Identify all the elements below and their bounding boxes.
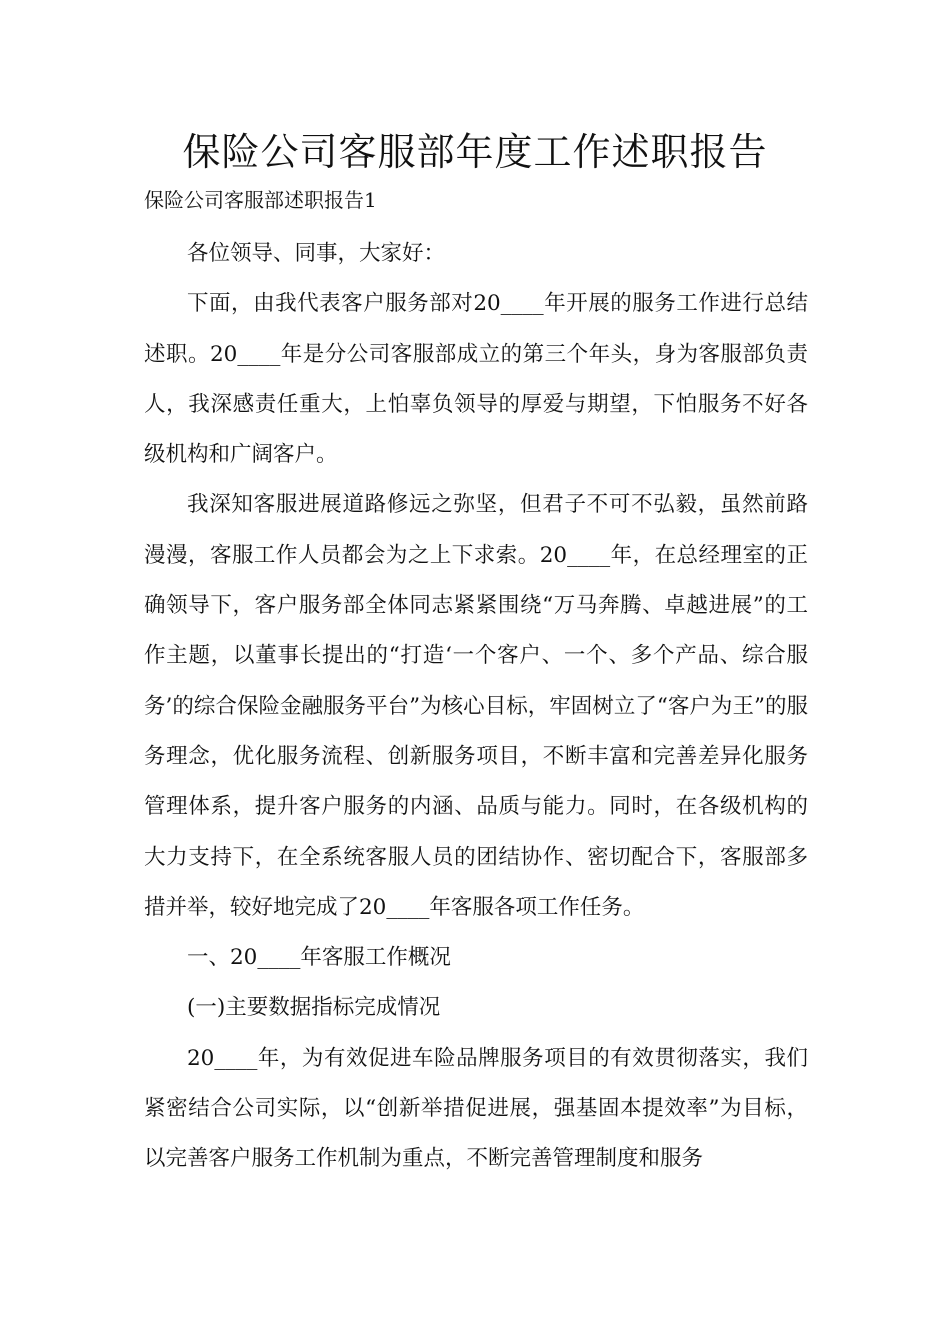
summary-paragraph: 我深知客服进展道路修远之弥坚，但君子不可不弘毅，虽然前路漫漫，客服工作人员都会为之上下求索。20____年，在总经理室的正确领导下，客户服务部全体同志紧紧围绕“万马奔腾、卓越进展”的工作主题，以董事长提出的“打造‘一个客户、一个、多个产品、综合服务’的综合保险金融服务平台”为核心目标，牢固树立了“客户为王”的服务理念，优化服务流程、创新服务项目，不断丰富和完善差异化服务管理体系，提升客户服务的内涵、品质与能力。同时，在各级机构的大力支持下，在全系统客服人员的团结协作、密切配合下，客服部多措并举，较好地完成了20____年客服各项工作任务。 <box>144 492 808 920</box>
section-heading: 一、20____年客服工作概况 <box>187 945 451 971</box>
document-title: 保险公司客服部年度工作述职报告 <box>182 130 768 174</box>
subsection-heading: (一)主要数据指标完成情况 <box>187 995 441 1021</box>
intro-paragraph: 下面，由我代表客户服务部对20____年开展的服务工作进行总结述职。20____年是分公司客服部成立的第三个年头，身为客服部负责人，我深感责任重大，上怕辜负领导的厚爱与期望，下怕服务不好各级机构和广阔客户。 <box>144 291 808 468</box>
document-body <box>144 229 808 1185</box>
document-subtitle: 保险公司客服部述职报告1 <box>144 188 377 212</box>
greeting-paragraph: 各位领导、同事，大家好： <box>187 241 446 266</box>
body-paragraph: 20____年，为有效促进车险品牌服务项目的有效贯彻落实，我们紧密结合公司实际，以“创新举措促进展，强基固本提效率”为目标，以完善客户服务工作机制为重点，不断完善管理制度和服务 <box>144 1045 808 1172</box>
